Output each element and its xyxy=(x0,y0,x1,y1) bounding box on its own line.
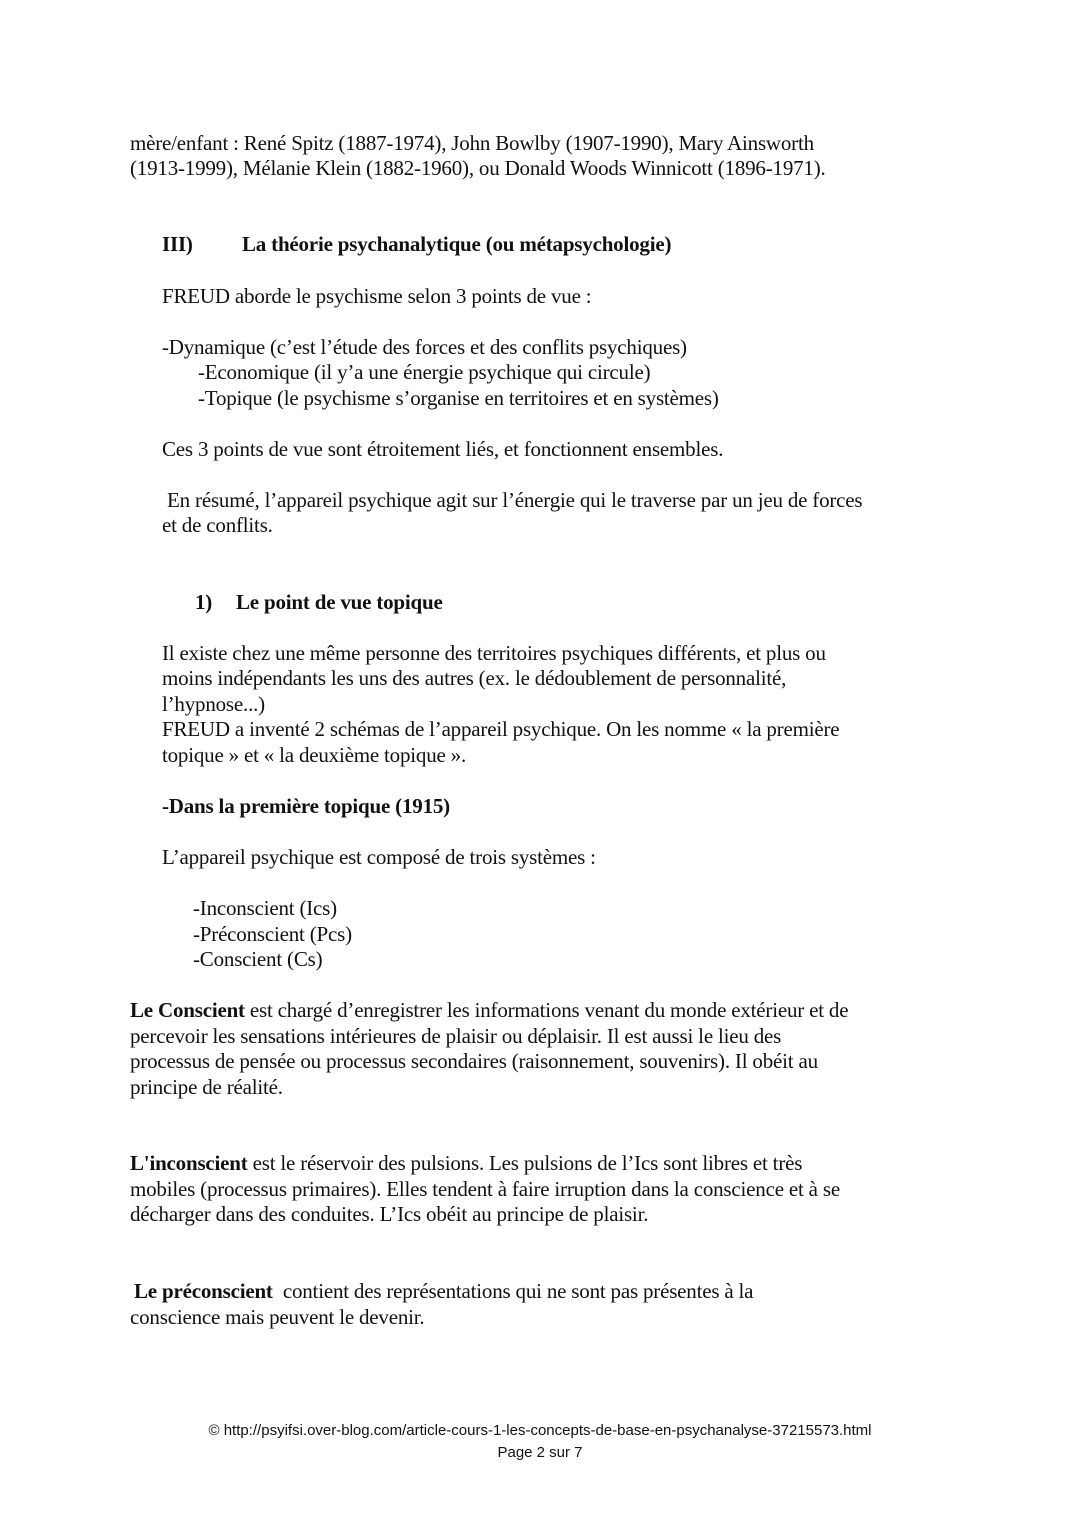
term-conscient: Le Conscient xyxy=(130,998,245,1022)
system-inconscient: -Inconscient (Ics) xyxy=(193,896,337,920)
systems-lead: L’appareil psychique est composé de trois systèmes : xyxy=(162,845,596,869)
subsection-title: Le point de vue topique xyxy=(236,590,443,614)
page-number: Page 2 sur 7 xyxy=(497,1444,583,1461)
topique-body-5: topique » et « la deuxième topique ». xyxy=(162,743,467,767)
term-inconscient: L'inconscient xyxy=(130,1151,248,1175)
definition-preconscient: Le préconscient contient des représentations qui ne sont pas présentes à la conscience mais peuvent le devenir. xyxy=(130,1279,754,1329)
point-topique: -Topique (le psychisme s’organise en territoires et en systèmes) xyxy=(198,386,719,410)
topique-body-3: l’hypnose...) xyxy=(162,692,265,716)
intro-line-2: (1913-1999), Mélanie Klein (1882-1960), ou Donald Woods Winnicott (1896-1971). xyxy=(130,156,826,180)
topique-body-1: Il existe chez une même personne des territoires psychiques différents, et plus ou xyxy=(162,641,826,665)
point-economique: -Economique (il y’a une énergie psychique qui circule) xyxy=(198,360,651,384)
topique-body-2: moins indépendants les uns des autres (ex. le dédoublement de personnalité, xyxy=(162,666,787,690)
system-preconscient: -Préconscient (Pcs) xyxy=(193,922,352,946)
definition-conscient: Le Conscient est chargé d’enregistrer les informations venant du monde extérieur et de percevoir les sensations intérieures de plaisir ou déplaisir. Il est aussi le lieu des processus de pensée ou processus secondaires (raisonnement, souvenirs). Il obéit au principe de réalité. xyxy=(130,998,849,1099)
section-title: La théorie psychanalytique (ou métapsychologie) xyxy=(242,232,672,256)
first-topic-heading: -Dans la première topique (1915) xyxy=(162,794,450,818)
intro-line-1: mère/enfant : René Spitz (1887-1974), John Bowlby (1907-1990), Mary Ainsworth xyxy=(130,131,814,155)
summary-line-2: et de conflits. xyxy=(162,513,273,537)
system-conscient: -Conscient (Cs) xyxy=(193,947,323,971)
term-preconscient: Le préconscient xyxy=(134,1279,273,1303)
linked-statement: Ces 3 points de vue sont étroitement liés, et fonctionnent ensembles. xyxy=(162,437,724,461)
section-lead: FREUD aborde le psychisme selon 3 points de vue : xyxy=(162,284,592,308)
footer-source: © http://psyifsi.over-blog.com/article-cours-1-les-concepts-de-base-en-psychanalyse-37215573.html xyxy=(208,1422,872,1439)
topique-body-4: FREUD a inventé 2 schémas de l’appareil psychique. On les nomme « la première xyxy=(162,717,840,741)
summary-line-1: En résumé, l’appareil psychique agit sur l’énergie qui le traverse par un jeu de forces xyxy=(162,488,863,512)
subsection-number: 1) xyxy=(195,590,213,614)
section-number: III) xyxy=(162,232,193,256)
point-dynamique: -Dynamique (c’est l’étude des forces et des conflits psychiques) xyxy=(162,335,687,359)
definition-inconscient: L'inconscient est le réservoir des pulsions. Les pulsions de l’Ics sont libres et très mobiles (processus primaires). Elles tendent à faire irruption dans la conscience et à se décharger dans des conduites. L’Ics obéit au principe de plaisir. xyxy=(130,1151,840,1226)
